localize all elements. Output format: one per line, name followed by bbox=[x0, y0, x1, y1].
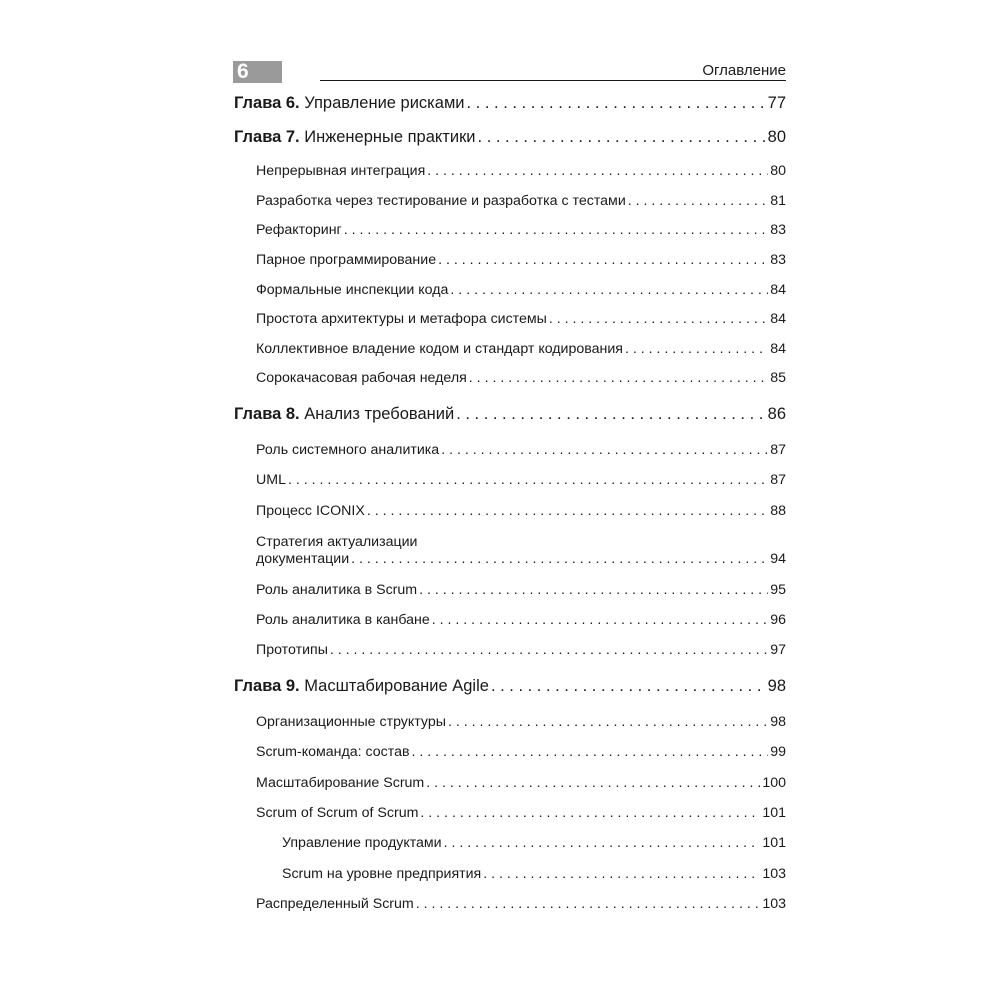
dot-leader bbox=[491, 677, 766, 696]
dot-leader bbox=[412, 744, 769, 760]
running-header-title: Оглавление bbox=[702, 62, 786, 79]
toc-page-ref: 103 bbox=[762, 896, 786, 912]
section-title: Разработка через тестирование и разработка с тестами bbox=[256, 193, 626, 209]
dot-leader bbox=[478, 128, 766, 147]
toc-page-ref: 97 bbox=[770, 642, 786, 658]
chapter-title: Управление рисками bbox=[304, 94, 465, 112]
section-title: Роль аналитика в Scrum bbox=[256, 582, 418, 598]
toc-section[interactable] bbox=[256, 193, 786, 209]
chapter-prefix: Глава 6. bbox=[234, 94, 300, 112]
toc-section[interactable] bbox=[256, 503, 786, 519]
toc-entry-label bbox=[234, 94, 465, 113]
dot-leader bbox=[628, 193, 768, 209]
section-title: Распределенный Scrum bbox=[256, 896, 414, 912]
toc-entry-label bbox=[234, 128, 476, 147]
toc-page-ref: 85 bbox=[770, 370, 786, 386]
section-title: Прототипы bbox=[256, 642, 328, 658]
toc-entry-label bbox=[234, 677, 489, 696]
toc-section[interactable] bbox=[256, 612, 786, 628]
dot-leader bbox=[416, 896, 761, 912]
toc-subsection[interactable] bbox=[282, 866, 786, 882]
toc-page-ref: 98 bbox=[770, 714, 786, 730]
dot-leader bbox=[456, 405, 765, 424]
toc-section[interactable] bbox=[256, 341, 786, 357]
dot-leader bbox=[441, 442, 768, 458]
toc-section[interactable] bbox=[256, 472, 786, 488]
dot-leader bbox=[444, 835, 761, 851]
dot-leader bbox=[549, 311, 768, 327]
toc-chapter-7[interactable] bbox=[234, 128, 786, 147]
section-title: Сорокачасовая рабочая неделя bbox=[256, 370, 467, 386]
toc-section[interactable] bbox=[256, 252, 786, 268]
toc-section[interactable] bbox=[256, 282, 786, 298]
toc-page-ref: 94 bbox=[770, 551, 786, 567]
dot-leader bbox=[467, 94, 766, 113]
dot-leader bbox=[367, 503, 768, 519]
dot-leader bbox=[420, 805, 760, 821]
toc-page-ref: 80 bbox=[767, 128, 786, 146]
section-title: Роль аналитика в канбане bbox=[256, 612, 430, 628]
toc-section[interactable] bbox=[256, 582, 786, 598]
dot-leader bbox=[625, 341, 768, 357]
section-title-line-1[interactable]: Стратегия актуализации bbox=[256, 534, 418, 550]
toc-page-ref: 86 bbox=[767, 405, 786, 423]
chapter-title: Анализ требований bbox=[304, 405, 455, 423]
section-title: Процесс ICONIX bbox=[256, 503, 365, 519]
toc-section[interactable] bbox=[256, 163, 786, 179]
toc-section[interactable] bbox=[256, 222, 786, 238]
toc-chapter-8[interactable] bbox=[234, 405, 786, 424]
chapter-prefix: Глава 8. bbox=[234, 405, 300, 423]
chapter-title: Масштабирование Agile bbox=[304, 677, 489, 695]
toc-page-ref: 87 bbox=[770, 442, 786, 458]
toc-page-ref: 77 bbox=[767, 94, 786, 112]
section-title: Масштабирование Scrum bbox=[256, 775, 425, 791]
section-title: документации bbox=[256, 551, 350, 567]
toc-section[interactable] bbox=[256, 714, 786, 730]
dot-leader bbox=[426, 775, 760, 791]
toc-section[interactable] bbox=[256, 775, 786, 791]
section-title: Рефакторинг bbox=[256, 222, 342, 238]
dot-leader bbox=[351, 551, 768, 567]
toc-page-ref: 84 bbox=[770, 311, 786, 327]
toc-page-ref: 80 bbox=[770, 163, 786, 179]
toc-page-ref: 84 bbox=[770, 282, 786, 298]
subsection-title: Управление продуктами bbox=[282, 835, 442, 851]
toc-page-ref: 88 bbox=[770, 503, 786, 519]
toc-section[interactable] bbox=[256, 442, 786, 458]
toc-section[interactable] bbox=[256, 642, 786, 658]
toc-chapter-9[interactable] bbox=[234, 677, 786, 696]
dot-leader bbox=[450, 282, 768, 298]
chapter-prefix: Глава 9. bbox=[234, 677, 300, 695]
dot-leader bbox=[483, 866, 760, 882]
page-number: 6 bbox=[237, 60, 249, 83]
dot-leader bbox=[344, 222, 769, 238]
dot-leader bbox=[438, 252, 768, 268]
section-title: Роль системного аналитика bbox=[256, 442, 440, 458]
dot-leader bbox=[432, 612, 768, 628]
subsection-title: Scrum на уровне предприятия bbox=[282, 866, 482, 882]
toc-page-ref: 84 bbox=[770, 341, 786, 357]
toc-page-ref: 103 bbox=[762, 866, 786, 882]
toc-entry-label bbox=[234, 405, 454, 424]
toc-page-ref: 100 bbox=[762, 775, 786, 791]
dot-leader bbox=[469, 370, 768, 386]
section-title: Коллективное владение кодом и стандарт кодирования bbox=[256, 341, 623, 357]
toc-section[interactable] bbox=[256, 744, 786, 760]
toc-page-ref: 101 bbox=[762, 835, 786, 851]
section-title: Парное программирование bbox=[256, 252, 437, 268]
section-title: Scrum of Scrum of Scrum bbox=[256, 805, 419, 821]
toc-page-ref: 101 bbox=[762, 805, 786, 821]
section-title: Организационные структуры bbox=[256, 714, 446, 730]
section-title: Scrum-команда: состав bbox=[256, 744, 410, 760]
toc-section[interactable] bbox=[256, 370, 786, 386]
dot-leader bbox=[330, 642, 768, 658]
toc-page-ref: 98 bbox=[767, 677, 786, 695]
toc-page-ref: 83 bbox=[770, 252, 786, 268]
toc-section[interactable] bbox=[256, 551, 786, 567]
toc-page-ref: 83 bbox=[770, 222, 786, 238]
toc-page-ref: 96 bbox=[770, 612, 786, 628]
section-title: UML bbox=[256, 472, 286, 488]
dot-leader bbox=[419, 582, 768, 598]
chapter-prefix: Глава 7. bbox=[234, 128, 300, 146]
toc-section[interactable] bbox=[256, 896, 786, 912]
toc-page-ref: 87 bbox=[770, 472, 786, 488]
toc-chapter-6[interactable] bbox=[234, 94, 786, 113]
chapter-title: Инженерные практики bbox=[304, 128, 476, 146]
toc-page-ref: 99 bbox=[770, 744, 786, 760]
dot-leader bbox=[448, 714, 768, 730]
toc-section[interactable] bbox=[256, 311, 786, 327]
section-title: Простота архитектуры и метафора системы bbox=[256, 311, 547, 327]
dot-leader bbox=[288, 472, 768, 488]
toc-page-ref: 95 bbox=[770, 582, 786, 598]
toc-subsection[interactable] bbox=[282, 835, 786, 851]
section-title: Непрерывная интеграция bbox=[256, 163, 426, 179]
toc-page-ref: 81 bbox=[770, 193, 786, 209]
dot-leader bbox=[427, 163, 768, 179]
section-title: Формальные инспекции кода bbox=[256, 282, 449, 298]
toc-section[interactable] bbox=[256, 805, 786, 821]
